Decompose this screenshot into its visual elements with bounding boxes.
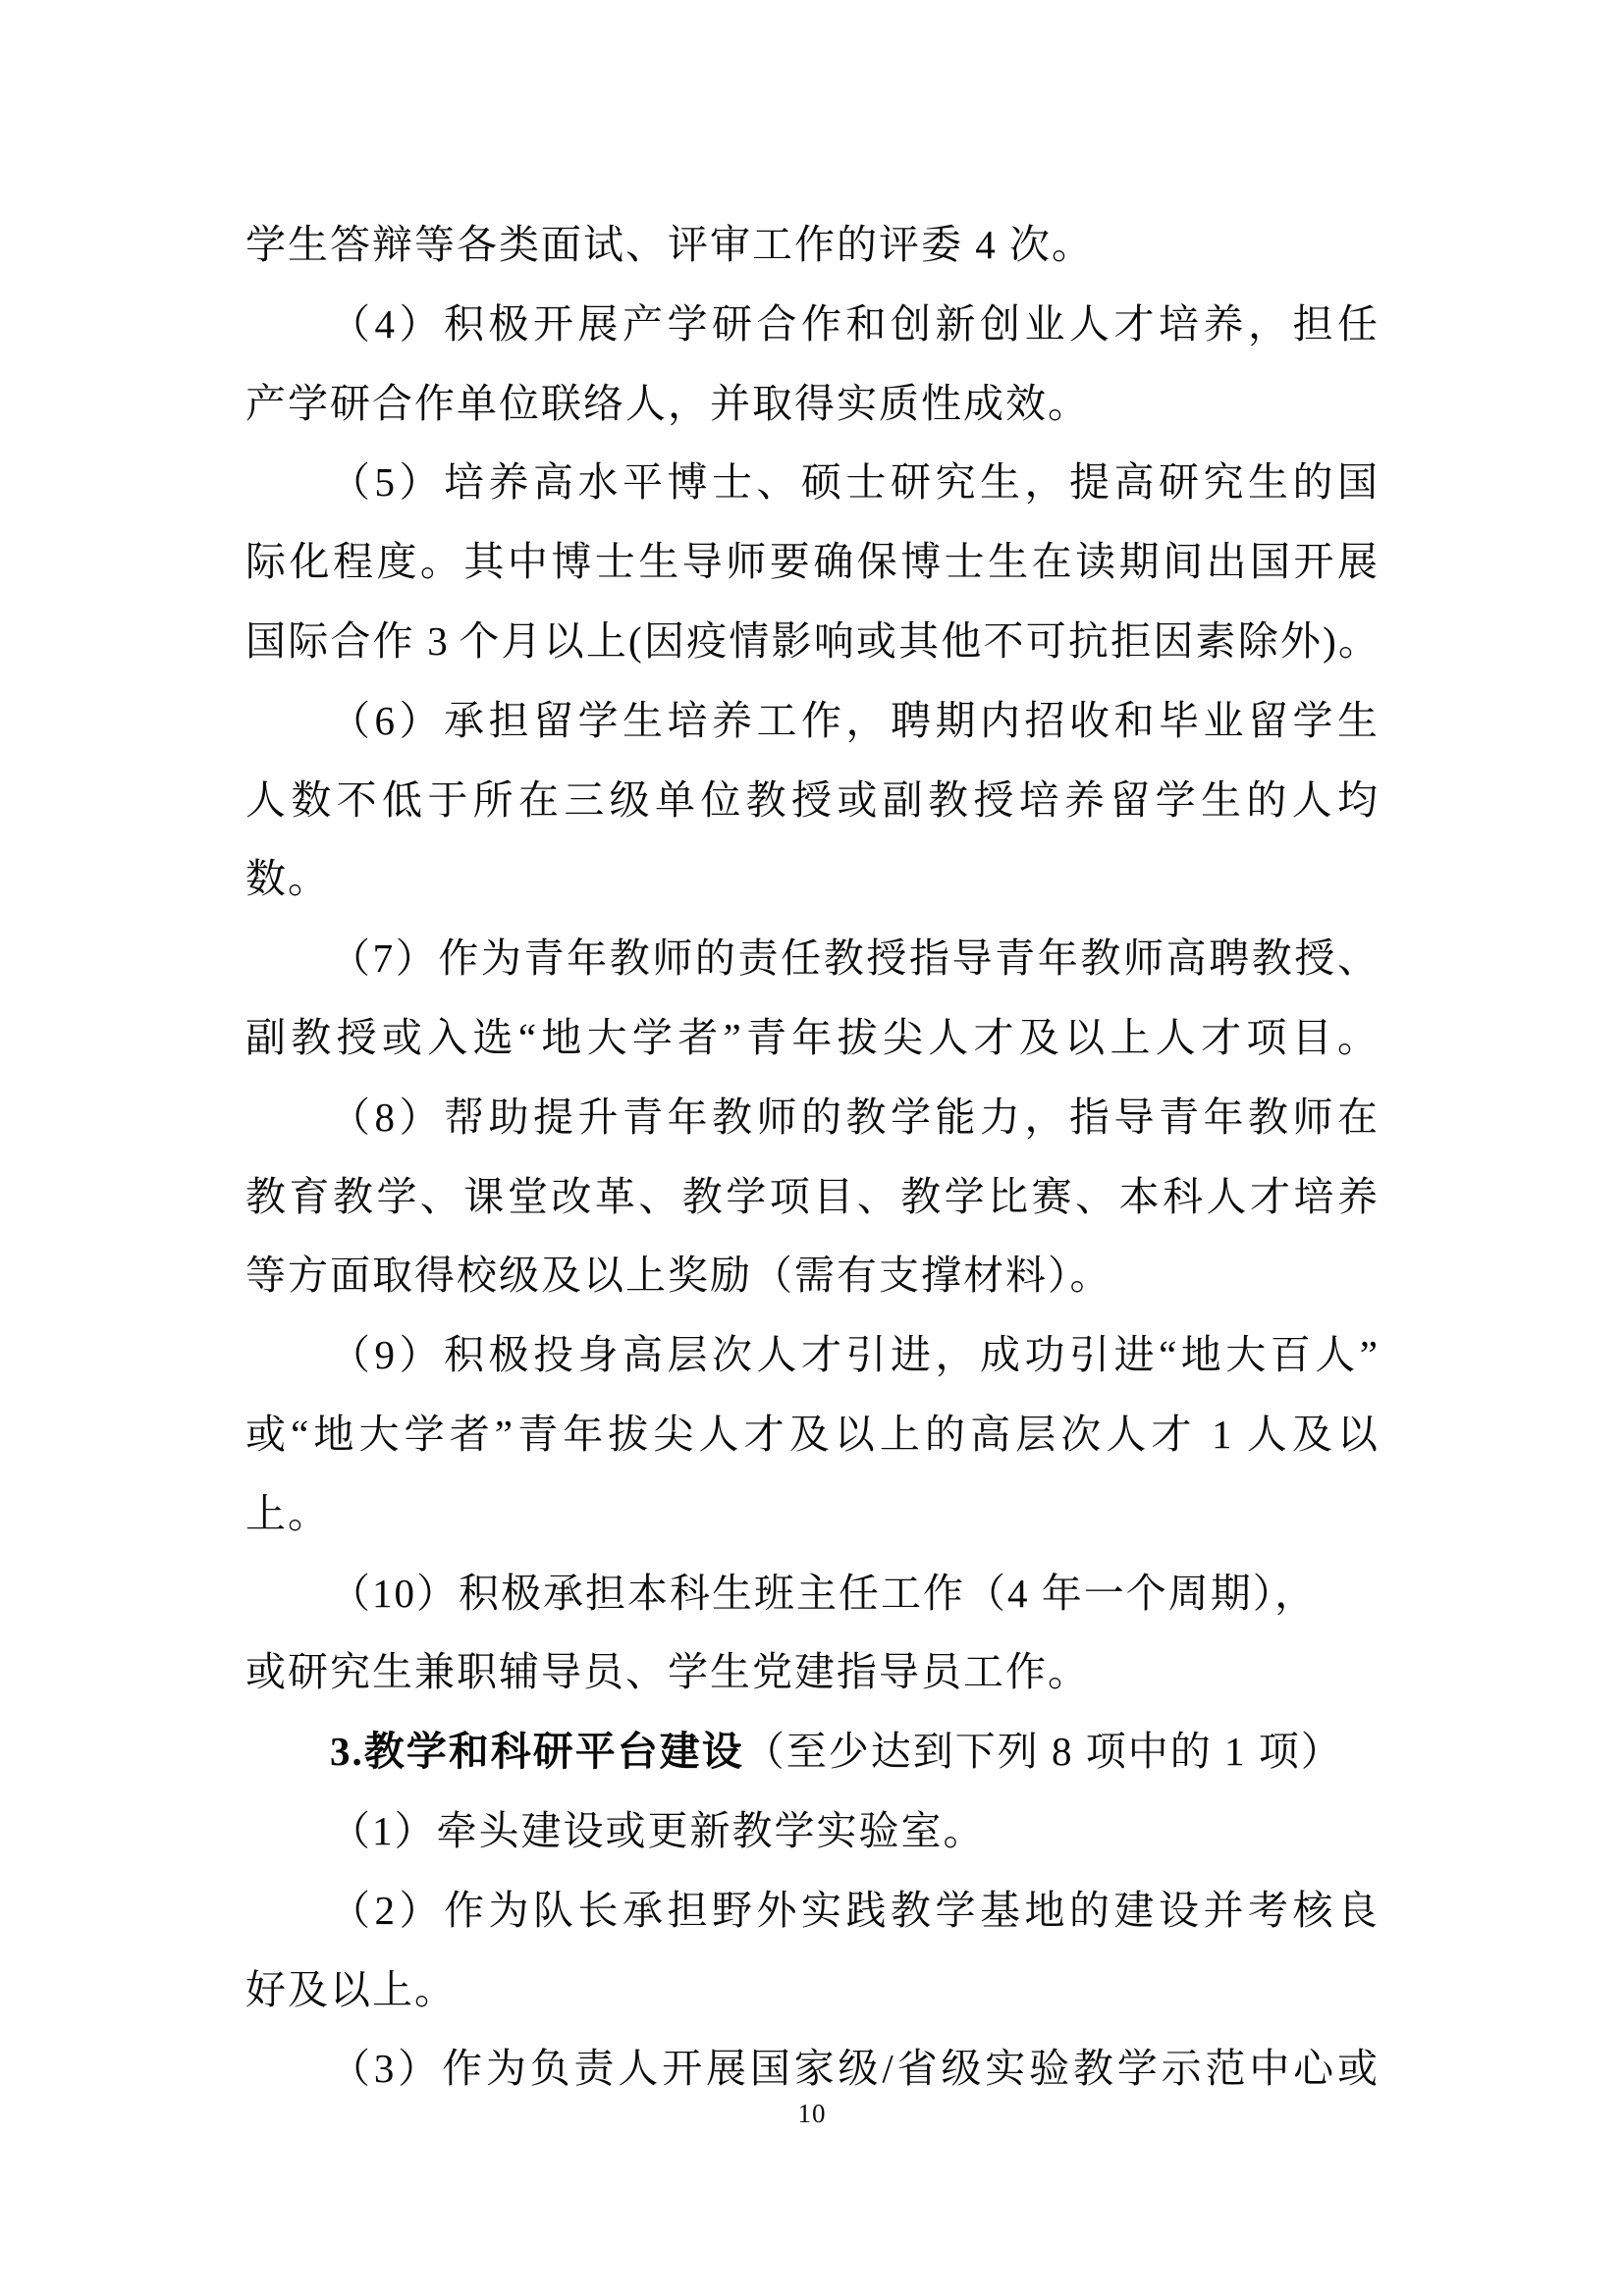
text-line bbox=[245, 1950, 1378, 2030]
text-segment: 学生答辩等各类面试、评审工作的评委 4 次。 bbox=[245, 222, 1094, 267]
text-segment: 上。 bbox=[245, 1490, 330, 1536]
text-line bbox=[245, 919, 1378, 998]
text-line bbox=[245, 1554, 1378, 1633]
text-segment: 国际合作 3 个月以上(因疫情影响或其他不可抗拒因素除外)。 bbox=[245, 617, 1378, 664]
text-segment: 数。 bbox=[245, 856, 330, 902]
text-segment: 产学研合作单位联络人，并取得实质性成效。 bbox=[245, 380, 1090, 426]
text-line bbox=[245, 1474, 1378, 1554]
text-line bbox=[245, 602, 1378, 681]
document-body bbox=[245, 205, 1378, 2109]
page-number: 10 bbox=[797, 2099, 827, 2128]
text-line bbox=[245, 681, 1378, 761]
text-line bbox=[245, 761, 1378, 840]
text-line bbox=[245, 1315, 1378, 1395]
text-segment: （8）帮助提升青年教师的教学能力，指导青年教师在 bbox=[330, 1094, 1378, 1140]
text-segment: 或“地大学者”青年拔尖人才及以上的高层次人才 1 人及以 bbox=[245, 1411, 1378, 1457]
text-line bbox=[245, 1157, 1378, 1237]
text-line bbox=[245, 285, 1378, 364]
text-line bbox=[245, 205, 1378, 285]
text-line bbox=[245, 1791, 1378, 1871]
text-segment: 教育教学、课堂改革、教学项目、教学比赛、本科人才培养 bbox=[245, 1173, 1378, 1219]
text-line bbox=[245, 2029, 1378, 2109]
text-segment: 等方面取得校级及以上奖励（需有支撑材料）。 bbox=[245, 1253, 1112, 1299]
text-segment: （5）培养高水平博士、硕士研究生，提高研究生的国 bbox=[330, 459, 1378, 506]
text-line bbox=[245, 998, 1378, 1078]
text-line bbox=[245, 1871, 1378, 1950]
text-line bbox=[245, 839, 1378, 919]
text-segment: （至少达到下列 8 项中的 1 项） bbox=[743, 1729, 1343, 1775]
text-line bbox=[245, 1632, 1378, 1712]
text-segment: （6）承担留学生培养工作，聘期内招收和毕业留学生 bbox=[330, 697, 1378, 743]
text-line bbox=[245, 1078, 1378, 1157]
text-line bbox=[245, 443, 1378, 522]
text-segment: 际化程度。其中博士生导师要确保博士生在读期间出国开展 bbox=[245, 539, 1378, 585]
text-segment: （3）作为负责人开展国家级/省级实验教学示范中心或 bbox=[330, 2046, 1378, 2092]
text-segment: 人数不低于所在三级单位教授或副教授培养留学生的人均 bbox=[245, 776, 1378, 823]
text-segment: （4）积极开展产学研合作和创新创业人才培养，担任 bbox=[330, 300, 1378, 347]
text-line bbox=[245, 364, 1378, 444]
text-line bbox=[245, 522, 1378, 602]
text-segment: （1）牵头建设或更新教学实验室。 bbox=[330, 1807, 986, 1853]
text-segment: 好及以上。 bbox=[245, 1966, 457, 2012]
text-segment: （10）积极承担本科生班主任工作（4 年一个周期）， bbox=[330, 1570, 1318, 1616]
text-segment: （7）作为青年教师的责任教授指导青年教师高聘教授、 bbox=[330, 935, 1378, 982]
text-line bbox=[245, 1712, 1378, 1791]
text-segment: （9）积极投身高层次人才引进，成功引进“地大百人” bbox=[330, 1332, 1378, 1378]
text-segment: 副教授或入选“地大学者”青年拔尖人才及以上人才项目。 bbox=[245, 1014, 1378, 1060]
text-line bbox=[245, 1395, 1378, 1474]
text-line bbox=[245, 1236, 1378, 1315]
text-segment: （2）作为队长承担野外实践教学基地的建设并考核良 bbox=[330, 1887, 1378, 1933]
text-segment: 或研究生兼职辅导员、学生党建指导员工作。 bbox=[245, 1649, 1090, 1695]
section-heading: 3.教学和科研平台建设 bbox=[330, 1729, 744, 1775]
